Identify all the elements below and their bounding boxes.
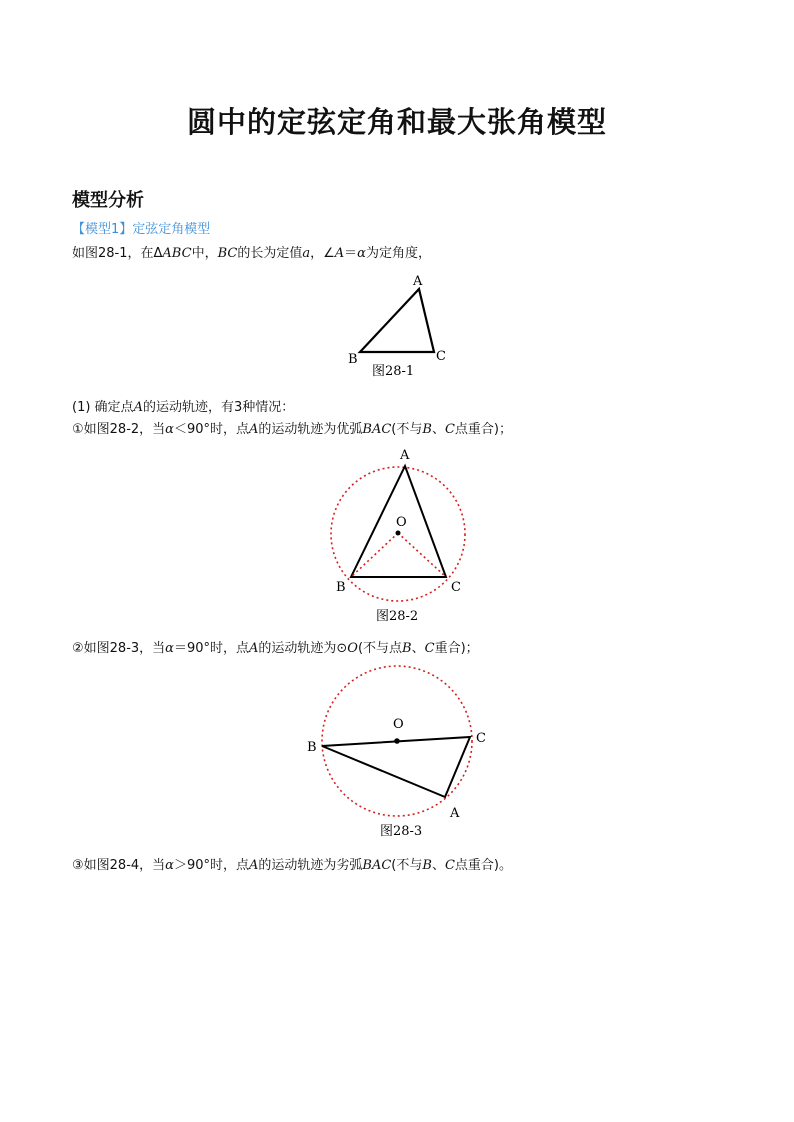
intro-text: 如图28-1，在ΔABC中，BC的长为定值a，∠A＝α为定角度， — [72, 246, 431, 261]
page-title: 圆中的定弦定角和最大张角模型 — [186, 105, 607, 139]
radius-ob — [351, 533, 398, 577]
label-o: O — [393, 717, 404, 732]
label-c: C — [436, 349, 446, 364]
step1-text: (1) 确定点A的运动轨迹，有3种情况： — [72, 400, 295, 415]
figure-28-1 — [330, 268, 460, 387]
label-b: B — [307, 740, 317, 755]
section-heading: 模型分析 — [72, 190, 144, 211]
figure-caption: 图28-3 — [380, 824, 423, 839]
label-a: A — [450, 806, 460, 821]
figure-28-2 — [320, 444, 480, 630]
label-c: C — [476, 731, 486, 746]
case1-text: ①如图28-2，当α＜90°时，点A的运动轨迹为优弧BAC(不与B、C点重合)； — [72, 422, 512, 437]
center-point — [394, 738, 400, 744]
triangle-abc — [322, 737, 470, 797]
case3-text: ③如图28-4，当α＞90°时，点A的运动轨迹为劣弧BAC(不与B、C点重合)。 — [72, 858, 512, 873]
center-point — [396, 531, 401, 536]
figure-28-3 — [300, 664, 500, 846]
figure-caption: 图28-1 — [372, 364, 415, 379]
label-b: B — [348, 352, 358, 367]
case2-text: ②如图28-3，当α＝90°时，点A的运动轨迹为⊙O(不与点B、C重合)； — [72, 641, 479, 656]
label-b: B — [336, 580, 346, 595]
figure-caption: 图28-2 — [376, 609, 419, 624]
label-c: C — [451, 580, 461, 595]
label-a: A — [413, 274, 423, 289]
label-o: O — [396, 515, 407, 530]
model-label: 【模型1】定弦定角模型 — [72, 222, 211, 237]
triangle-abc — [360, 289, 434, 352]
label-a: A — [400, 448, 410, 463]
